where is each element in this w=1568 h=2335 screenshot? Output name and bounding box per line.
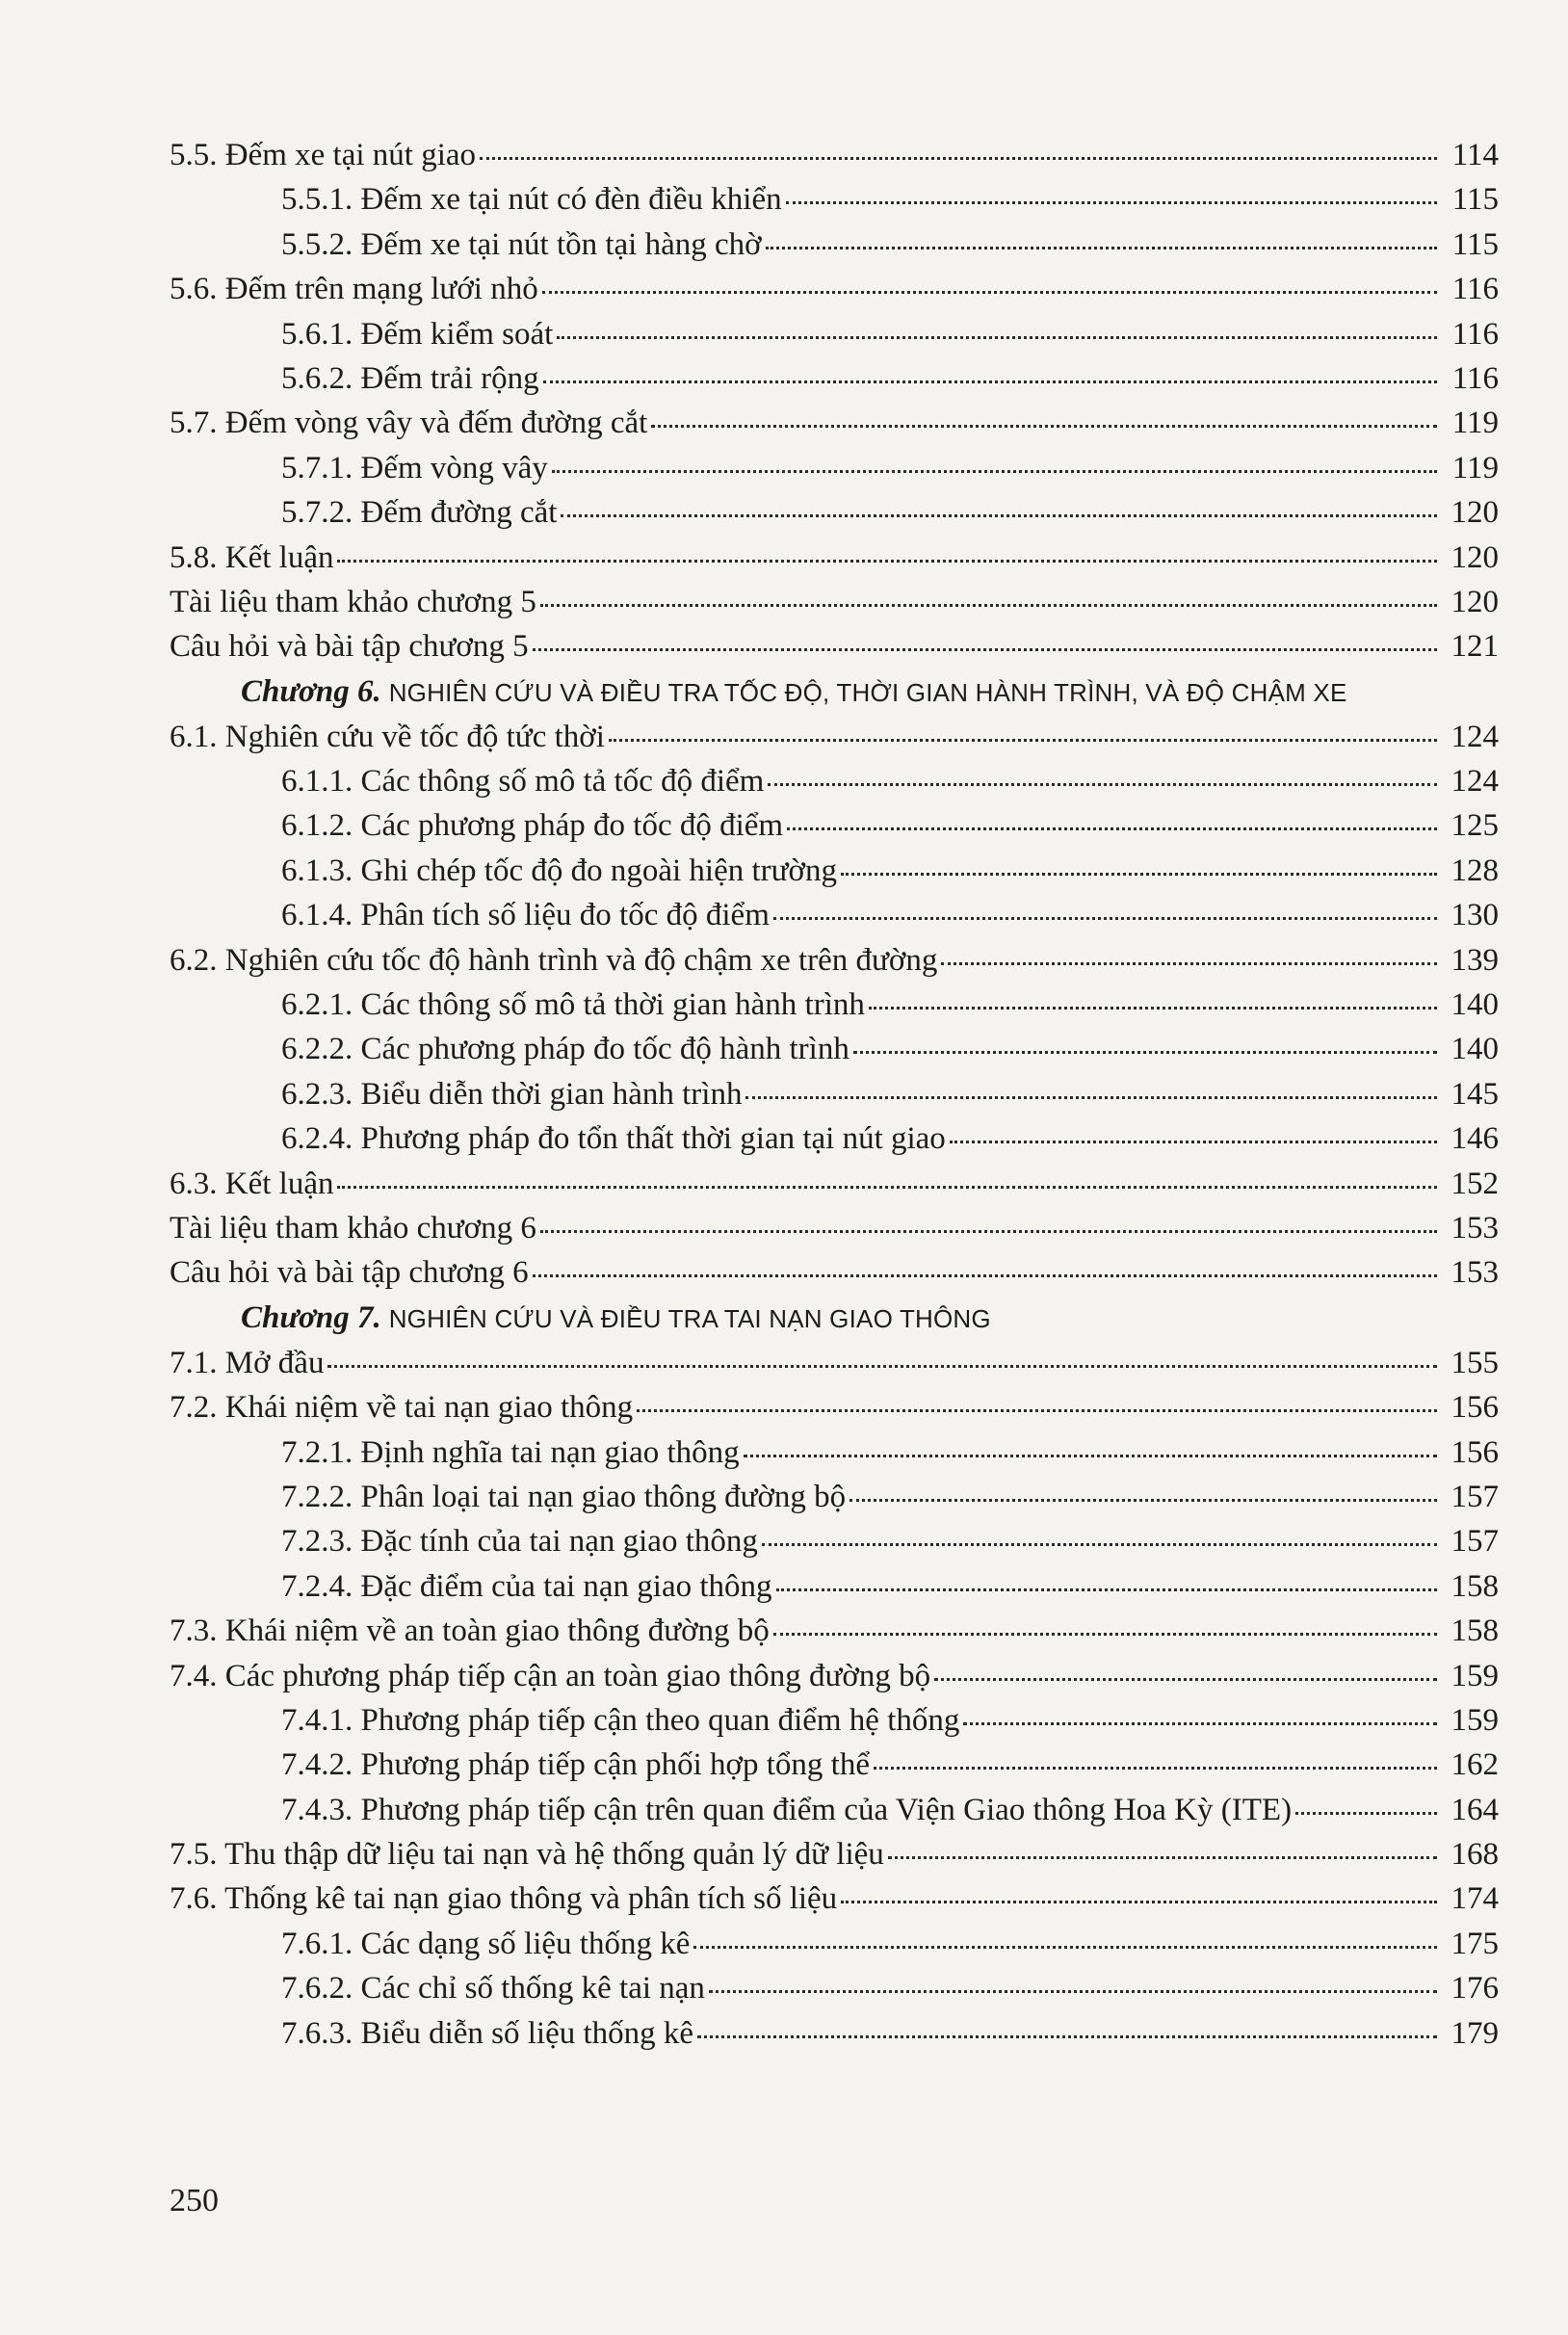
dot-leader xyxy=(874,1766,1437,1770)
dot-leader xyxy=(542,290,1437,294)
dot-leader xyxy=(543,380,1437,383)
dot-leader xyxy=(1295,1811,1437,1815)
dot-leader xyxy=(849,1498,1437,1502)
toc-subsection-entry xyxy=(170,446,1499,490)
toc-subsection-entry xyxy=(170,759,1499,803)
dot-leader xyxy=(745,1095,1437,1099)
entry-title: 5.6. Đếm trên mạng lưới nhỏ xyxy=(170,272,538,307)
entry-title: 7.2.1. Định nghĩa tai nạn giao thông xyxy=(281,1434,740,1470)
toc-section-entry xyxy=(170,938,1499,983)
dot-leader xyxy=(552,469,1437,473)
entry-title: 5.8. Kết luận xyxy=(170,539,334,575)
entry-title: 7.2.2. Phân loại tai nạn giao thông đường bộ xyxy=(281,1479,847,1514)
toc-section-entry xyxy=(170,1341,1499,1385)
entry-page-number: 130 xyxy=(1450,898,1499,933)
entry-title: 6.1. Nghiên cứu về tốc độ tức thời xyxy=(170,719,605,754)
entry-title: 7.5. Thu thập dữ liệu tai nạn và hệ thống quản lý dữ liệu xyxy=(170,1837,884,1873)
entry-page-number: 155 xyxy=(1450,1345,1499,1380)
entry-page-number: 152 xyxy=(1450,1166,1499,1201)
toc-subsection-entry xyxy=(170,312,1499,356)
toc-subsection-entry xyxy=(170,803,1499,848)
entry-page-number: 156 xyxy=(1450,1390,1499,1426)
chapter-title: NGHIÊN CỨU VÀ ĐIỀU TRA TỐC ĐỘ, THỜI GIAN HÀNH TRÌNH, VÀ ĐỘ CHẬM XE xyxy=(388,677,1347,707)
toc-section-entry xyxy=(170,133,1499,177)
toc-subsection-entry xyxy=(170,1475,1499,1519)
entry-page-number: 116 xyxy=(1451,316,1499,352)
dot-leader xyxy=(773,916,1437,920)
dot-leader xyxy=(609,738,1437,742)
entry-page-number: 179 xyxy=(1450,2015,1499,2051)
toc-subsection-entry xyxy=(170,223,1499,267)
toc-section-entry xyxy=(170,1609,1499,1653)
dot-leader xyxy=(888,1855,1437,1859)
entry-page-number: 115 xyxy=(1451,182,1499,218)
table-of-contents xyxy=(170,133,1499,2056)
toc-subsection-entry xyxy=(170,356,1499,401)
entry-page-number: 162 xyxy=(1450,1747,1499,1783)
toc-subsection-entry xyxy=(170,893,1499,937)
entry-title: 6.2.3. Biểu diễn thời gian hành trình xyxy=(281,1076,743,1112)
toc-subsection-entry xyxy=(170,1519,1499,1563)
entry-page-number: 168 xyxy=(1450,1837,1499,1873)
toc-subsection-entry xyxy=(170,983,1499,1027)
entry-title: 6.3. Kết luận xyxy=(170,1166,334,1201)
entry-page-number: 175 xyxy=(1450,1926,1499,1961)
entry-page-number: 153 xyxy=(1450,1255,1499,1291)
toc-subsection-entry xyxy=(170,177,1499,222)
toc-section-entry xyxy=(170,536,1499,580)
entry-title: Tài liệu tham khảo chương 5 xyxy=(170,584,536,619)
toc-section-entry xyxy=(170,1162,1499,1206)
dot-leader xyxy=(651,424,1437,428)
entry-page-number: 156 xyxy=(1450,1434,1499,1470)
dot-leader xyxy=(787,826,1437,830)
entry-page-number: 119 xyxy=(1451,450,1499,485)
toc-subsection-entry xyxy=(170,1116,1499,1161)
entry-page-number: 157 xyxy=(1450,1524,1499,1560)
entry-page-number: 124 xyxy=(1450,764,1499,800)
entry-page-number: 115 xyxy=(1451,226,1499,262)
entry-title: 5.5.1. Đếm xe tại nút có đèn điều khiển xyxy=(281,182,782,218)
entry-title: 5.5.2. Đếm xe tại nút tồn tại hàng chờ xyxy=(281,226,762,262)
toc-subsection-entry xyxy=(170,1743,1499,1787)
entry-page-number: 140 xyxy=(1450,987,1499,1023)
entry-page-number: 116 xyxy=(1451,360,1499,396)
entry-title: 6.1.4. Phân tích số liệu đo tốc độ điểm xyxy=(281,898,770,933)
toc-subsection-entry xyxy=(170,1966,1499,2010)
entry-title: 7.4.2. Phương pháp tiếp cận phối hợp tổng thể xyxy=(281,1747,870,1783)
toc-section-entry xyxy=(170,267,1499,311)
entry-title: 6.2.1. Các thông số mô tả thời gian hành trình xyxy=(281,987,865,1023)
entry-page-number: 158 xyxy=(1450,1568,1499,1604)
toc-section-entry xyxy=(170,1654,1499,1698)
entry-page-number: 145 xyxy=(1450,1076,1499,1112)
dot-leader xyxy=(941,961,1437,965)
entry-page-number: 128 xyxy=(1450,853,1499,888)
dot-leader xyxy=(709,1989,1437,1993)
entry-title: Câu hỏi và bài tập chương 5 xyxy=(170,629,529,665)
chapter-label: Chương 6. xyxy=(241,673,381,709)
dot-leader xyxy=(557,335,1437,339)
entry-title: 7.2.3. Đặc tính của tai nạn giao thông xyxy=(281,1524,758,1560)
entry-page-number: 140 xyxy=(1450,1032,1499,1067)
entry-page-number: 159 xyxy=(1450,1702,1499,1738)
dot-leader xyxy=(762,1542,1437,1546)
toc-section-entry xyxy=(170,1876,1499,1921)
entry-title: 5.6.2. Đếm trải rộng xyxy=(281,360,539,396)
entry-title: 7.4. Các phương pháp tiếp cận an toàn giao thông đường bộ xyxy=(170,1658,931,1693)
chapter-heading xyxy=(170,669,1499,715)
entry-title: 5.5. Đếm xe tại nút giao xyxy=(170,138,477,172)
toc-section-entry xyxy=(170,580,1499,624)
entry-page-number: 125 xyxy=(1450,808,1499,844)
toc-section-entry xyxy=(170,401,1499,445)
entry-title: 6.2. Nghiên cứu tốc độ hành trình và độ chậm xe trên đường xyxy=(170,942,938,978)
entry-page-number: 159 xyxy=(1450,1658,1499,1693)
dot-leader xyxy=(337,559,1437,563)
toc-subsection-entry xyxy=(170,1430,1499,1475)
dot-leader xyxy=(934,1677,1437,1681)
dot-leader xyxy=(533,647,1437,651)
dot-leader xyxy=(841,872,1437,876)
entry-page-number: 120 xyxy=(1450,539,1499,575)
entry-page-number: 124 xyxy=(1450,719,1499,754)
dot-leader xyxy=(697,2034,1437,2038)
toc-section-entry xyxy=(170,715,1499,759)
dot-leader xyxy=(963,1721,1437,1725)
toc-subsection-entry xyxy=(170,1922,1499,1966)
dot-leader xyxy=(766,246,1437,249)
entry-title: 5.7.1. Đếm vòng vây xyxy=(281,450,548,485)
entry-title: 7.2. Khái niệm về tai nạn giao thông xyxy=(170,1390,634,1426)
entry-page-number: 114 xyxy=(1451,138,1499,172)
toc-section-entry xyxy=(170,1206,1499,1250)
toc-subsection-entry xyxy=(170,1072,1499,1116)
entry-page-number: 116 xyxy=(1451,272,1499,307)
entry-title: 7.6.1. Các dạng số liệu thống kê xyxy=(281,1926,691,1961)
entry-title: Tài liệu tham khảo chương 6 xyxy=(170,1210,536,1246)
entry-title: 7.6.3. Biểu diễn số liệu thống kê xyxy=(281,2015,694,2051)
entry-title: 6.2.2. Các phương pháp đo tốc độ hành trình xyxy=(281,1032,849,1067)
toc-section-entry xyxy=(170,1385,1499,1430)
entry-title: Câu hỏi và bài tập chương 6 xyxy=(170,1255,529,1291)
entry-page-number: 146 xyxy=(1450,1121,1499,1157)
toc-section-entry xyxy=(170,1832,1499,1876)
entry-page-number: 176 xyxy=(1450,1971,1499,2007)
dot-leader xyxy=(776,1587,1437,1591)
toc-section-entry xyxy=(170,624,1499,669)
entry-title: 7.1. Mở đầu xyxy=(170,1345,325,1380)
dot-leader xyxy=(540,1229,1437,1233)
dot-leader xyxy=(950,1140,1437,1143)
entry-page-number: 120 xyxy=(1450,495,1499,531)
dot-leader xyxy=(337,1185,1437,1189)
dot-leader xyxy=(744,1454,1437,1457)
dot-leader xyxy=(869,1006,1437,1010)
toc-subsection-entry xyxy=(170,1564,1499,1609)
entry-page-number: 139 xyxy=(1450,942,1499,978)
entry-page-number: 121 xyxy=(1450,629,1499,665)
dot-leader xyxy=(773,1632,1437,1636)
entry-title: 7.6.2. Các chỉ số thống kê tai nạn xyxy=(281,1971,705,2007)
page-number: 250 xyxy=(170,2183,219,2218)
entry-title: 7.4.1. Phương pháp tiếp cận theo quan điểm hệ thống xyxy=(281,1702,960,1738)
entry-page-number: 174 xyxy=(1450,1881,1499,1917)
dot-leader xyxy=(786,200,1437,204)
entry-page-number: 164 xyxy=(1450,1792,1499,1827)
dot-leader xyxy=(561,513,1437,517)
toc-subsection-entry xyxy=(170,2011,1499,2056)
dot-leader xyxy=(768,782,1437,786)
toc-section-entry xyxy=(170,1250,1499,1295)
entry-page-number: 120 xyxy=(1450,584,1499,619)
entry-title: 6.1.2. Các phương pháp đo tốc độ điểm xyxy=(281,808,784,844)
toc-subsection-entry xyxy=(170,1698,1499,1743)
dot-leader xyxy=(637,1408,1437,1412)
entry-title: 7.3. Khái niệm về an toàn giao thông đường bộ xyxy=(170,1614,770,1649)
toc-subsection-entry xyxy=(170,1788,1499,1832)
dot-leader xyxy=(480,156,1437,160)
toc-subsection-entry xyxy=(170,1027,1499,1071)
entry-page-number: 158 xyxy=(1450,1614,1499,1649)
entry-page-number: 157 xyxy=(1450,1479,1499,1514)
entry-title: 5.6.1. Đếm kiểm soát xyxy=(281,316,554,352)
dot-leader xyxy=(327,1364,1437,1368)
toc-subsection-entry xyxy=(170,849,1499,893)
dot-leader xyxy=(540,603,1437,607)
chapter-title: NGHIÊN CỨU VÀ ĐIỀU TRA TAI NẠN GIAO THÔNG xyxy=(388,1303,991,1333)
entry-title: 6.1.3. Ghi chép tốc độ đo ngoài hiện trường xyxy=(281,853,837,888)
entry-title: 7.4.3. Phương pháp tiếp cận trên quan điểm của Viện Giao thông Hoa Kỳ (ITE) xyxy=(281,1792,1293,1827)
entry-title: 7.6. Thống kê tai nạn giao thông và phân tích số liệu xyxy=(170,1881,838,1917)
entry-page-number: 119 xyxy=(1451,406,1499,441)
entry-title: 6.2.4. Phương pháp đo tổn thất thời gian tại nút giao xyxy=(281,1121,946,1157)
chapter-heading xyxy=(170,1296,1499,1341)
entry-title: 6.1.1. Các thông số mô tả tốc độ điểm xyxy=(281,764,765,800)
entry-page-number: 153 xyxy=(1450,1210,1499,1246)
entry-title: 5.7.2. Đếm đường cắt xyxy=(281,495,558,531)
dot-leader xyxy=(841,1900,1437,1903)
chapter-label: Chương 7. xyxy=(241,1299,381,1335)
dot-leader xyxy=(533,1273,1437,1277)
entry-title: 5.7. Đếm vòng vây và đếm đường cắt xyxy=(170,406,648,441)
dot-leader xyxy=(853,1050,1437,1054)
dot-leader xyxy=(693,1945,1437,1949)
toc-subsection-entry xyxy=(170,490,1499,535)
entry-title: 7.2.4. Đặc điểm của tai nạn giao thông xyxy=(281,1568,772,1604)
